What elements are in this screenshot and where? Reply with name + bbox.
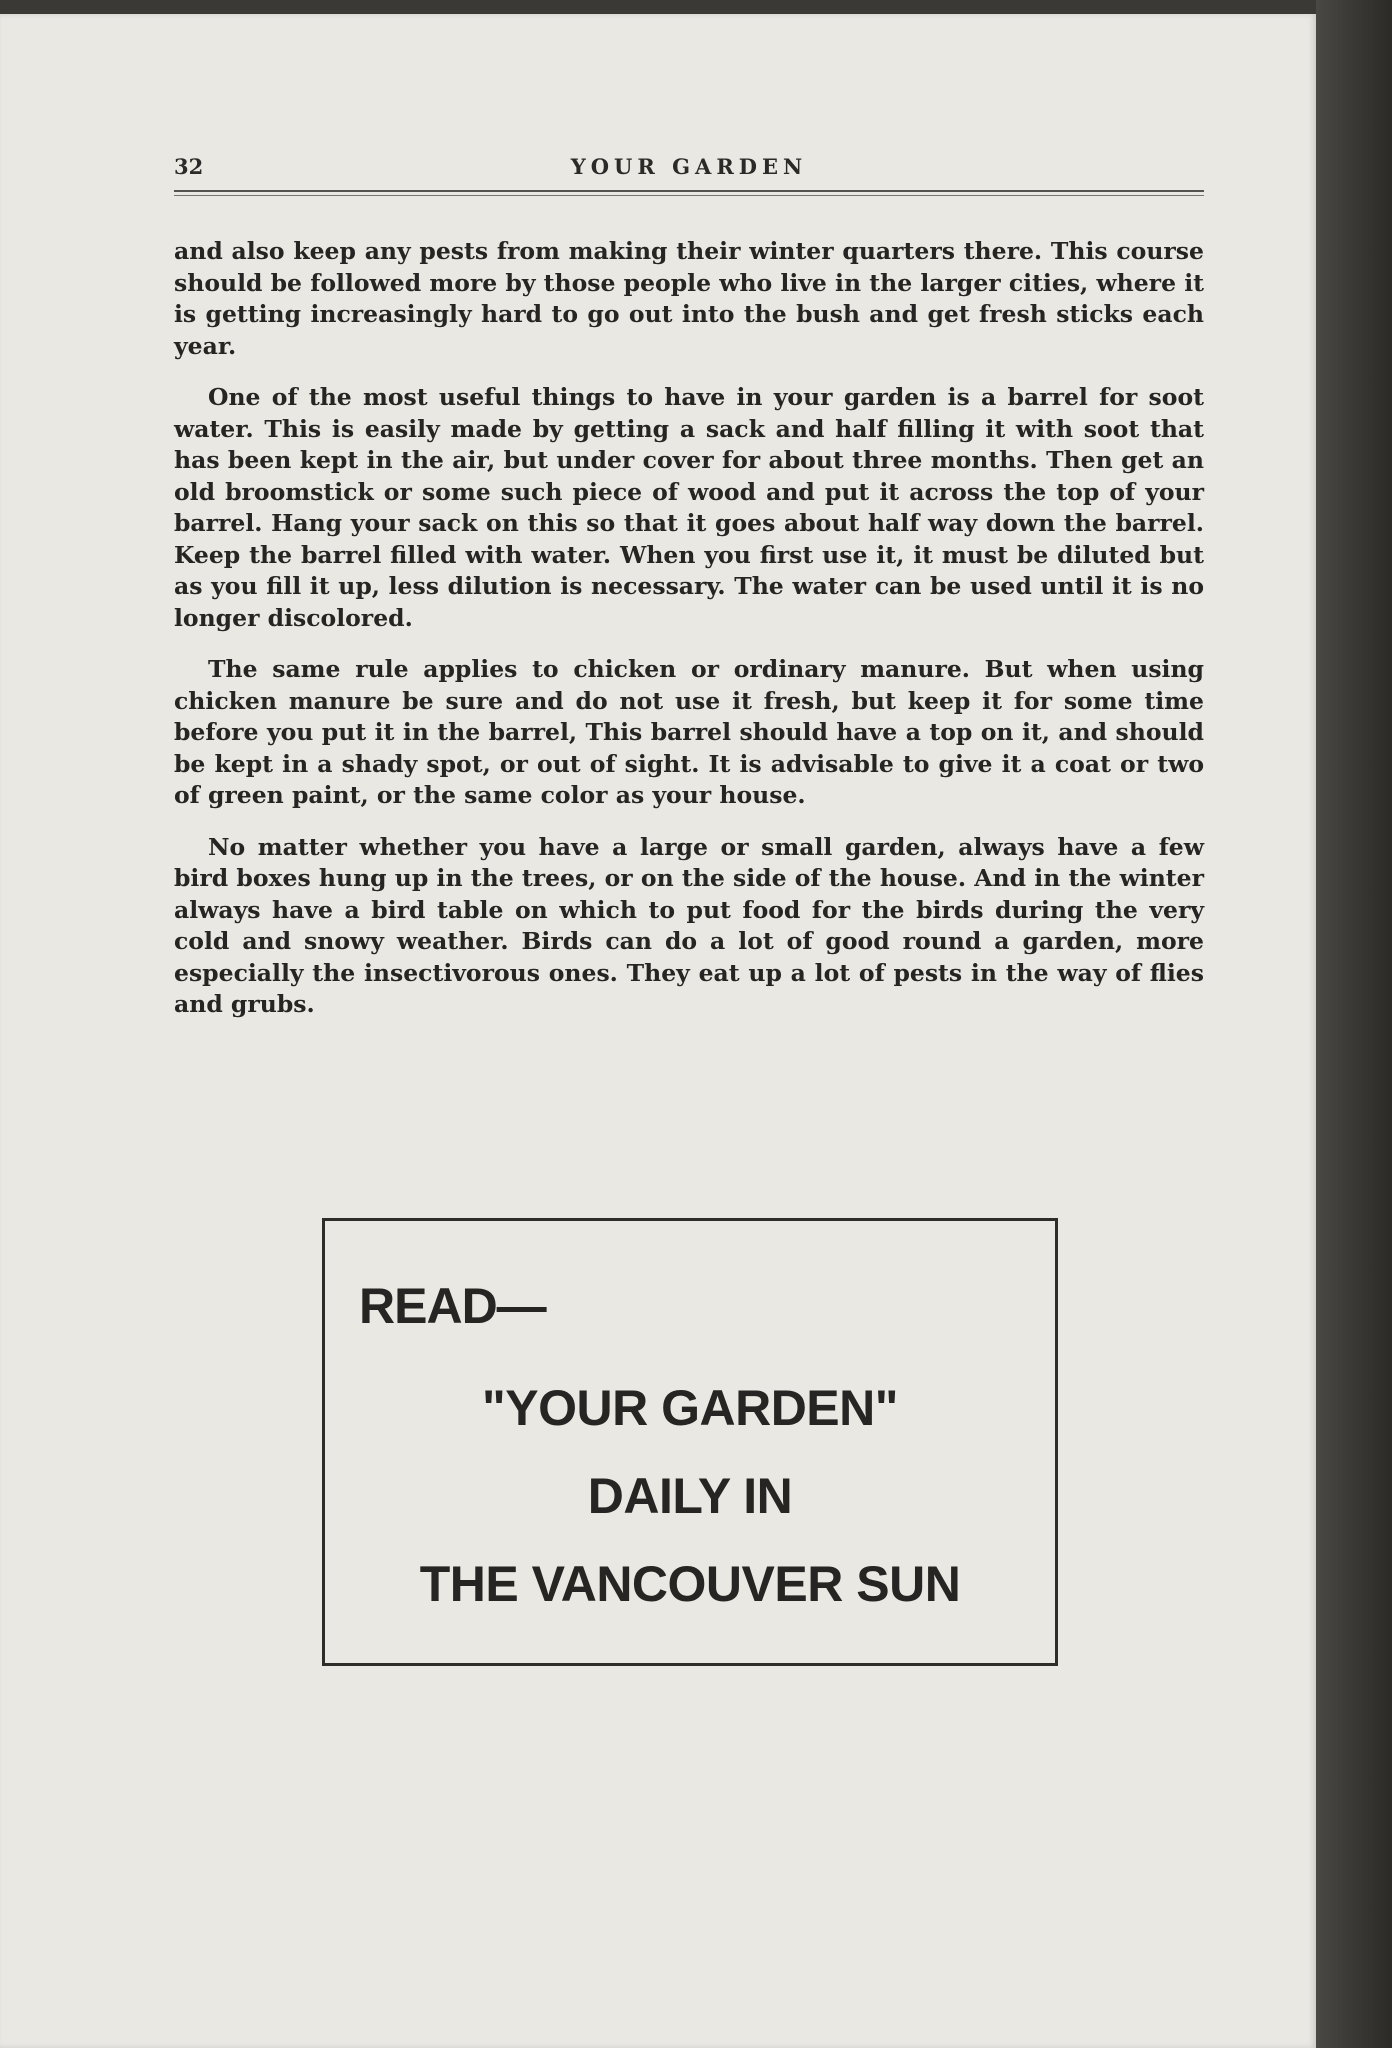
scan-right-border [1316, 0, 1392, 2048]
advertisement-box [322, 1218, 1058, 1666]
article-body [174, 236, 1204, 1041]
paragraph-continued: and also keep any pests from making their winter quarters there. This course should be followed more by those people who live in the larger cities, where it is getting increasingly hard to go out into the bush and get fresh sticks each year. [174, 237, 1204, 360]
ad-title: "YOUR GARDEN" [482, 1380, 898, 1436]
paragraph-bird-boxes: No matter whether you have a large or small garden, always have a few bird boxes hung up in the trees, or on the side of the house. And in the winter always have a bird table on which to put food for the birds during the very cold and snowy weather. Birds can do a lot of good round a garden, more especially the insectivorous ones. They eat up a lot of pests in the way of flies and grubs. [174, 832, 1204, 1018]
ad-newspaper: THE VANCOUVER SUN [419, 1556, 961, 1612]
paragraph-soot-water: One of the most useful things to have in your garden is a barrel for soot water. This is easily made by getting a sack and half filling it with soot that has been kept in the air, but under cover for about three months. Then get an old broomstick or some such piece of wood and put it across the top of your barrel. Hang your sack on this so that it goes about half way down the barrel. Keep the barrel filled with water. When you first use it, it must be diluted but as you fill it up, less dilution is necessary. The water can be used until it is no longer discolored. [174, 383, 1204, 632]
running-head [174, 150, 1204, 186]
ad-daily: DAILY IN [587, 1468, 793, 1524]
running-title: YOUR GARDEN [570, 154, 808, 179]
scan-top-border [0, 0, 1316, 14]
ad-read-heading: READ— [359, 1278, 546, 1334]
paragraph-manure: The same rule applies to chicken or ordinary manure. But when using chicken manure be sure and do not use it fresh, but keep it for some time before you put it in the barrel, This barrel should have a top on it, and should be kept in a shady spot, or out of sight. It is advisable to give it a coat or two of green paint, or the same color as your house. [174, 655, 1204, 809]
page-number: 32 [174, 154, 204, 179]
header-rule [174, 190, 1204, 196]
